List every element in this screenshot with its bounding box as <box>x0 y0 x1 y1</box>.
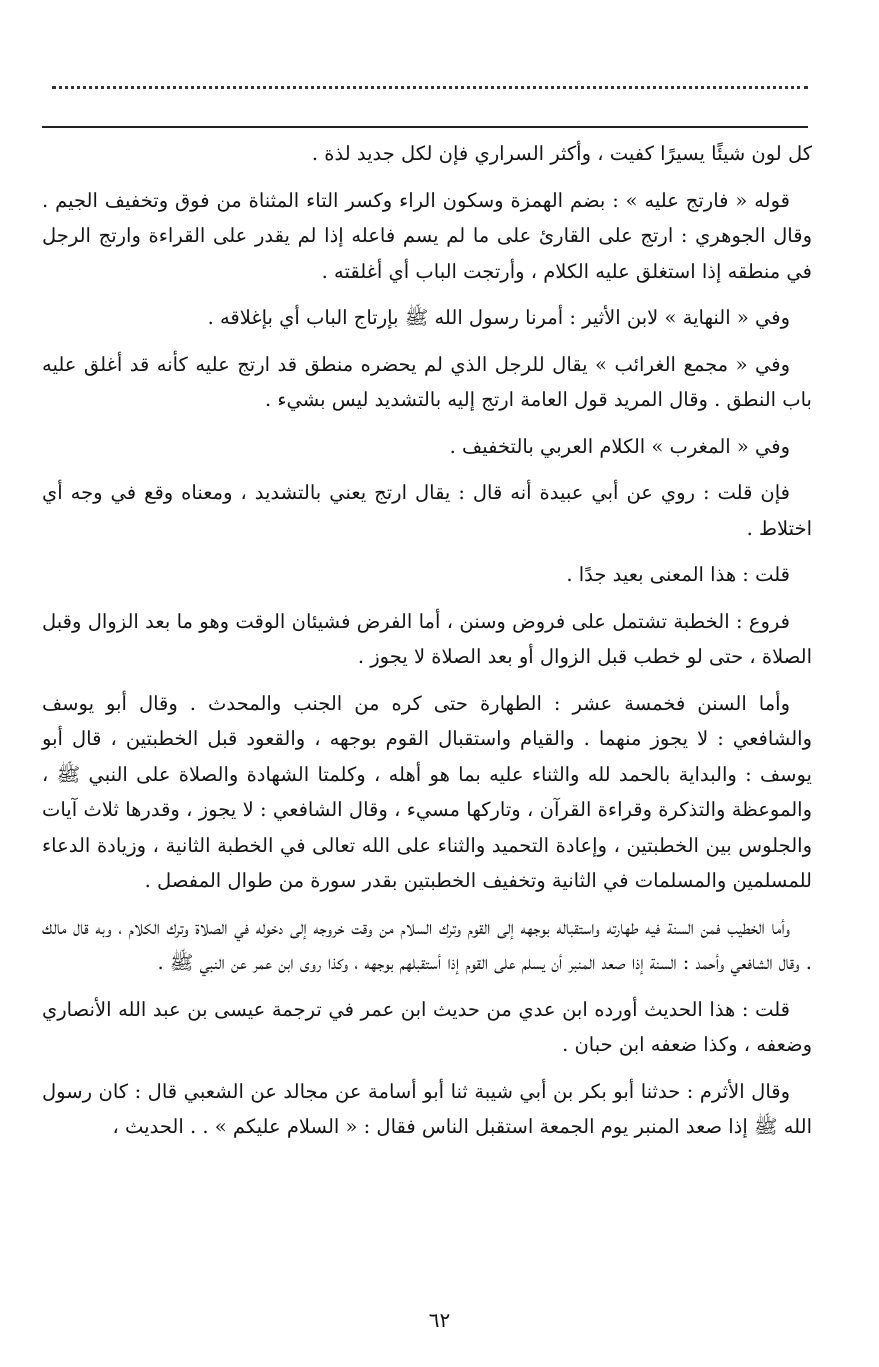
paragraph-khatib: وأما الخطيب فمن السنة فيه طهارته واستقباله بوجهه إلى القوم وترك السلام من وقت خروجه إلى دخوله في الصلاة وترك الكلام ، وبه قال مالك . وقال الشافعي وأحمد : السنة إذا صعد المنبر أن يسلم على القوم إذا أستقبلهم بوجهه ، وكذا روى ابن عمر عن النبي ﷺ . <box>42 915 812 974</box>
text-body <box>42 136 812 1156</box>
dotted-separator <box>52 86 808 89</box>
paragraph-answer: قلت : هذا المعنى بعيد جدًا . <box>566 563 790 586</box>
paragraph-athram: وقال الأثرم : حدثنا أبو بكر بن أبي شيبة ثنا أبو أسامة عن مجالد عن الشعبي قال : كان رسول الله ﷺ إذا صعد المنبر يوم الجمعة استقبل الناس فقال : « السلام عليكم » . . الحديث ، <box>42 1079 812 1138</box>
paragraph-nihaya: وفي « النهاية » لابن الأثير : أمرنا رسول الله ﷺ بإرتاج الباب أي بإغلاقه . <box>207 306 790 329</box>
paragraph-maghrib: وفي « المغرب » الكلام العربي بالتخفيف . <box>449 434 790 458</box>
paragraph-continuation: كل لون شيئًا يسيرًا كفيت ، وأكثر السراري فإن لكل جديد لذة . <box>311 142 812 165</box>
paragraph-majma-gharaib: وفي « مجمع الغرائب » يقال للرجل الذي لم يحضره منطق قد ارتج عليه كأنه قد أغلق عليه باب النطق . وقال المريد قول العامة ارتج إليه بالتشديد ليس بشيء . <box>42 352 812 411</box>
header-rule <box>42 126 808 128</box>
paragraph-hadith-note: قلت : هذا الحديث أورده ابن عدي من حديث ابن عمر في ترجمة عيسى بن عبد الله الأنصاري وضعفه ، وكذا ضعفه ابن حبان . <box>42 997 812 1056</box>
paragraph-furu: فروع : الخطبة تشتمل على فروض وسنن ، أما الفرض فشيئان الوقت وهو ما بعد الزوال وقبل الصلاة ، حتى لو خطب قبل الزوال أو بعد الصلاة لا يجوز . <box>42 609 812 668</box>
paragraph-sunan: وأما السنن فخمسة عشر : الطهارة حتى كره من الجنب والمحدث . وقال أبو يوسف والشافعي : لا يجوز منهما . والقيام واستقبال القوم بوجهه ، والقعود قبل الخطبتين ، قال أبو يوسف : والبداية بالحمد لله والثناء عليه بما هو أهله ، وكلمتا الشهادة والصلاة على النبي ﷺ ، والموعظة والتذكرة وقراءة القرآن ، وتاركها مسيء ، وقال الشافعي : لا يجوز ، وقدرها ثلاث آيات والجلوس بين الخطبتين ، وإعادة التحميد والثناء على الله تعالى في الخطبة الثانية ، وزيادة الدعاء للمسلمين والمسلمات في الثانية وتخفيف الخطبتين بقدر سورة من طوال المفصل . <box>42 691 812 892</box>
page-number: ٦٢ <box>428 1308 451 1332</box>
paragraph-question: فإن قلت : روي عن أبي عبيدة أنه قال : يقال ارتج يعني بالتشديد ، ومعناه وقع في وجه أي اختلاط . <box>42 481 812 540</box>
paragraph-irtij-definition: قوله « فارتج عليه » : بضم الهمزة وسكون الراء وكسر التاء المثناة من فوق وتخفيف الجيم . وقال الجوهري : ارتج على القارئ على ما لم يسم فاعله إذا لم يقدر على القراءة وارتج الرجل في منطقه إذا استغلق عليه الكلام ، وأرتجت الباب أي أغلقته . <box>42 188 812 283</box>
